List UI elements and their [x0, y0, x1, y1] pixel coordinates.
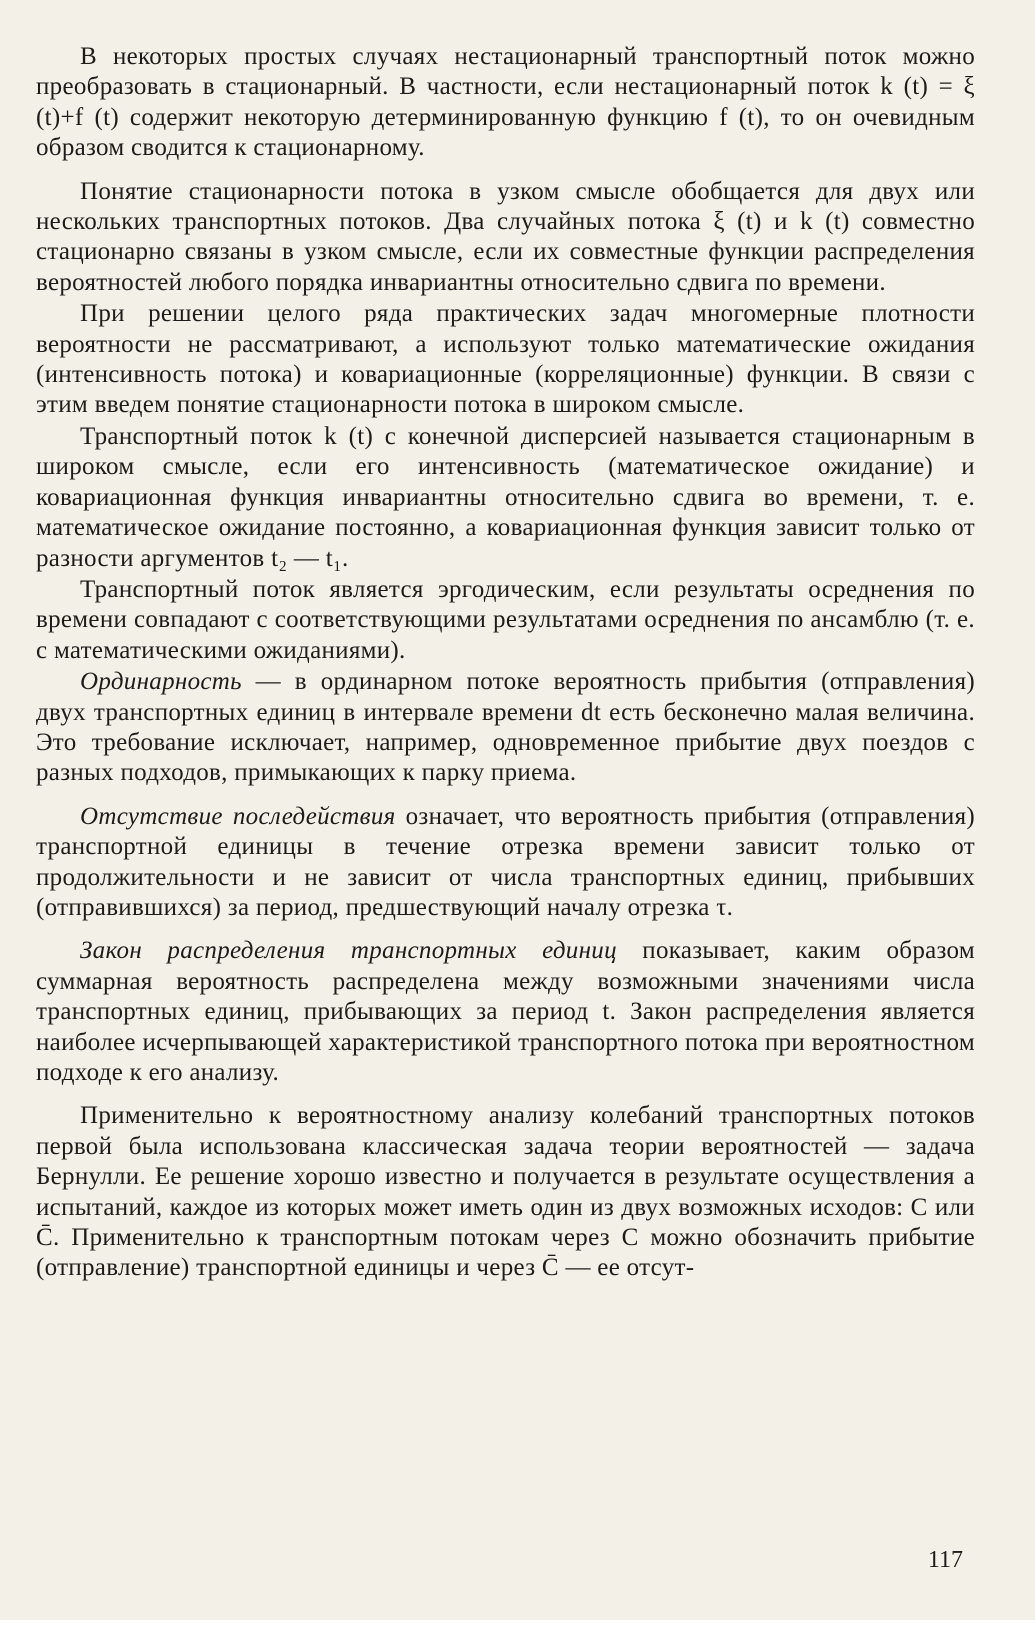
paragraph-text: означает, что вероятность прибытия (отправления) транспортной единицы в течение отрезка времени зависит только от продолжительности и не зависит от числа транспортных единиц, прибывших (отправившихся) за период, предшествующий началу отрезка τ.: [36, 802, 975, 921]
paragraph-lead: Закон распределения транспортных единиц: [80, 937, 617, 965]
paragraph-lead: Ординарность: [80, 668, 242, 696]
paragraph-1: [36, 42, 975, 164]
paragraph-8: [36, 936, 975, 1088]
paragraph-5: [36, 575, 975, 666]
paragraph-text: показывает, каким образом суммарная вероятность распределена между возможными значениями числа транспортных единиц, прибывающих за период t. Закон распределения является наиболее исчерпывающей характеристикой транспортного потока при вероятностном подходе к его анализу.: [36, 937, 975, 1086]
paragraph-text: В некоторых простых случаях нестационарный транспортный поток можно преобразовать в стационарный. В частности, если нестационарный поток k (t) = ξ (t)+f (t) содержит некоторую детерминированную функцию f (t), то он очевидным образом сводится к стационарному.: [36, 43, 975, 162]
page-number: 117: [927, 1547, 963, 1573]
page-edge: [0, 1620, 1035, 1628]
paragraph-7: [36, 802, 975, 924]
paragraph-9: [36, 1101, 975, 1283]
paragraph-text: Понятие стационарности потока в узком смысле обобщается для двух или нескольких транспортных потоков. Два случайных потока ξ (t) и k (t) совместно стационарно связаны в узком смысле, если их совместные функции распределения вероятностей любого порядка инвариантны относительно сдвига по времени.: [36, 177, 975, 296]
paragraph-4: [36, 422, 975, 574]
paragraph-text: Применительно к вероятностному анализу колебаний транспортных потоков первой была использована классическая задача теории вероятностей — задача Бернулли. Ее решение хорошо известно и получается в результате осуществления a испытаний, каждое из которых может иметь один из двух возможных исходов: C или C̄. Применительно к транспортным потокам через C можно обозначить прибытие (отправление) транспортной единицы и через C̄ — ее отсут-: [36, 1102, 975, 1282]
paragraph-text: При решении целого ряда практических задач многомерные плотности вероятности не рассматривают, а используют только математические ожидания (интенсивность потока) и ковариационные (корреляционные) функции. В связи с этим введем понятие стационарности потока в широком смысле.: [36, 300, 975, 419]
paragraph-text: Транспортный поток k (t) с конечной дисперсией называется стационарным в широком смысле, если его интенсивность (математическое ожидание) и ковариационная функция инвариантны относительно сдвига во времени, т. е. математическое ожидание постоянно, а ковариационная функция зависит только от разности аргументов t₂ — t₁.: [36, 422, 975, 572]
paragraph-text: — в ординарном потоке вероятность прибытия (отправления) двух транспортных единиц в интервале времени dt есть бесконечно малая величина. Это требование исключает, например, одновременное прибытие двух поездов с разных подходов, примыкающих к парку приема.: [36, 668, 975, 787]
paragraph-text: Транспортный поток является эргодическим, если результаты осреднения по времени совпадают с соответствующими результатами осреднения по ансамблю (т. е. с математическими ожиданиями).: [36, 575, 975, 664]
paragraph-6: [36, 667, 975, 789]
paragraph-3: [36, 299, 975, 421]
paragraph-lead: Отсутствие последействия: [80, 802, 396, 830]
paragraph-2: [36, 177, 975, 299]
